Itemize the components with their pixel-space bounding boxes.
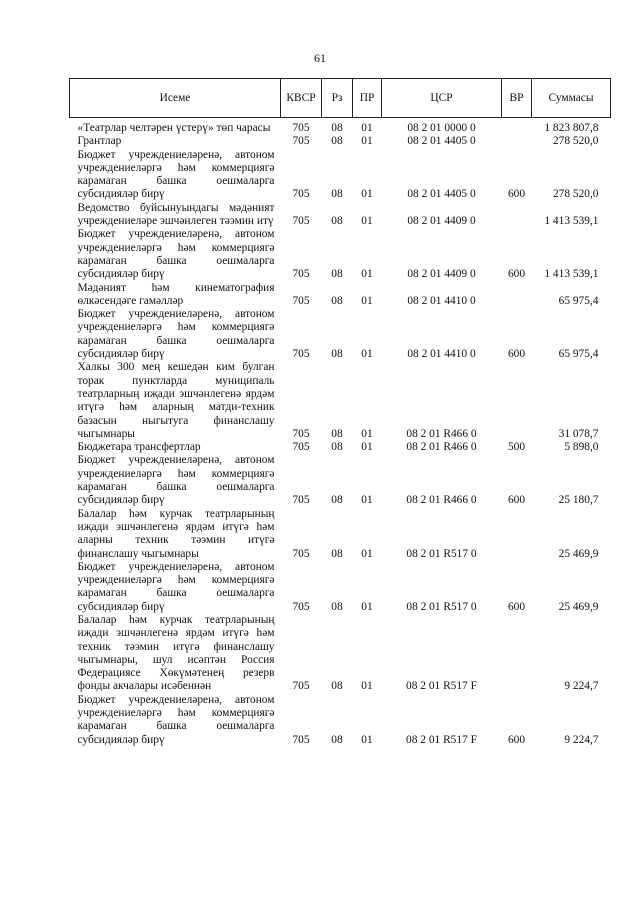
- row-kvsr: 705: [292, 188, 310, 201]
- row-rz: 08: [331, 188, 343, 201]
- row-name: Халкы 300 мең кешедән ким булган торак пунктларда муниципаль театрларның иҗади эшчәнлегенә ярдәм итүгә һәм аларның матди-техник базасын ныгытуга финанслашу чыгымнары: [77, 361, 275, 440]
- table-header-row: [70, 79, 611, 118]
- row-vr: [502, 282, 532, 309]
- row-kvsr: 705: [292, 294, 310, 307]
- row-sum: 1 413 539,1: [544, 268, 599, 281]
- row-pr: 01: [361, 600, 373, 613]
- row-sum: 9 224,7: [564, 680, 599, 693]
- row-sum: 1 413 539,1: [544, 215, 599, 228]
- row-sum: 278 520,0: [552, 188, 599, 201]
- row-name: Бюджет учреждениеләренә, автоном учреждениеләргә һәм коммерциягә карамаган башка оешмаларга субсидияләр бирү: [77, 560, 275, 613]
- header-vr: ВР: [502, 79, 532, 118]
- row-sum: 5 898,0: [564, 441, 599, 454]
- row-pr: 01: [361, 494, 373, 507]
- row-pr: 01: [361, 348, 373, 361]
- row-vr: [502, 508, 532, 561]
- row-csr: 08 2 01 R517 F: [406, 733, 477, 746]
- row-rz: 08: [331, 680, 343, 693]
- table-row: [70, 149, 611, 202]
- table-row: [70, 361, 611, 441]
- row-csr: 08 2 01 4405 0: [407, 188, 476, 201]
- row-sum: 65 975,4: [558, 348, 599, 361]
- table-row: [70, 614, 611, 694]
- header-kvsr: КВСР: [281, 79, 322, 118]
- row-rz: 08: [331, 135, 343, 148]
- row-vr: [502, 202, 532, 229]
- row-vr: 600: [507, 268, 526, 281]
- row-vr: [502, 135, 532, 148]
- row-kvsr: 705: [292, 733, 310, 746]
- row-pr: 01: [361, 215, 373, 228]
- row-sum: 278 520,0: [552, 135, 599, 148]
- table-row: [70, 282, 611, 309]
- row-rz: 08: [331, 547, 343, 560]
- row-name: Бюджет учреждениеләренә, автоном учреждениеләргә һәм коммерциягә карамаган башка оешмаларга субсидияләр бирү: [77, 148, 275, 201]
- row-name: Балалар һәм курчак театрларының иҗади эшчәнлегенә ярдәм итүгә һәм техник тәэмин итүгә финанслашу чыгымнары, шул исәптән Россия Федерациясе Хөкүмәтенең резерв фонды акчалары исәбеннән: [77, 613, 275, 693]
- row-pr: 01: [361, 733, 373, 746]
- row-sum: 31 078,7: [558, 427, 599, 440]
- row-rz: 08: [331, 348, 343, 361]
- row-csr: 08 2 01 4409 0: [407, 268, 476, 281]
- row-pr: 01: [361, 680, 373, 693]
- row-rz: 08: [331, 600, 343, 613]
- table-row: [70, 454, 611, 507]
- row-csr: 08 2 01 4405 0: [407, 135, 476, 148]
- row-name: Бюджет учреждениеләренә, автоном учреждениеләргә һәм коммерциягә карамаган башка оешмаларга субсидияләр бирү: [77, 693, 275, 746]
- row-pr: 01: [361, 547, 373, 560]
- row-name: «Театрлар челтәрен үстерү» төп чарасы: [77, 122, 271, 134]
- row-name: Бюджетара трансфертлар: [77, 441, 201, 454]
- row-kvsr: 705: [292, 268, 310, 281]
- table-body: [70, 118, 611, 747]
- table-row: [70, 308, 611, 361]
- row-name: Грантлар: [77, 135, 122, 148]
- table-row: [70, 118, 611, 136]
- row-kvsr: 705: [292, 215, 310, 228]
- row-sum: 25 469,9: [558, 547, 599, 560]
- row-kvsr: 705: [292, 441, 310, 454]
- row-csr: 08 2 01 R517 F: [406, 680, 477, 693]
- row-csr: 08 2 01 4410 0: [407, 348, 476, 361]
- row-vr: 600: [507, 348, 526, 361]
- row-csr: 08 2 01 R517 0: [406, 600, 477, 613]
- header-name: Исеме: [70, 79, 281, 118]
- row-rz: 08: [331, 122, 343, 134]
- row-vr: 600: [507, 733, 526, 746]
- table-row: [70, 694, 611, 747]
- row-pr: 01: [361, 122, 373, 134]
- row-vr: [502, 361, 532, 441]
- row-rz: 08: [331, 294, 343, 307]
- row-pr: 01: [361, 135, 373, 148]
- row-sum: 65 975,4: [558, 294, 599, 307]
- row-rz: 08: [331, 441, 343, 454]
- row-kvsr: 705: [292, 494, 310, 507]
- table-row: [70, 508, 611, 561]
- row-csr: 08 2 01 R466 0: [406, 441, 477, 454]
- row-pr: 01: [361, 441, 373, 454]
- row-vr: 500: [507, 441, 526, 454]
- row-rz: 08: [331, 215, 343, 228]
- row-name: Бюджет учреждениеләренә, автоном учреждениеләргә һәм коммерциягә карамаган башка оешмаларга субсидияләр бирү: [77, 308, 275, 361]
- header-rz: Рз: [322, 79, 353, 118]
- row-kvsr: 705: [292, 135, 310, 148]
- row-sum: 25 180,7: [558, 494, 599, 507]
- row-rz: 08: [331, 268, 343, 281]
- table-row: [70, 228, 611, 281]
- row-pr: 01: [361, 268, 373, 281]
- row-sum: 9 224,7: [564, 733, 599, 746]
- row-csr: 08 2 01 0000 0: [407, 122, 476, 134]
- row-vr: 600: [507, 600, 526, 613]
- table-row: [70, 202, 611, 229]
- row-name: Бюджет учреждениеләренә, автоном учреждениеләргә һәм коммерциягә карамаган башка оешмаларга субсидияләр бирү: [77, 454, 275, 507]
- row-pr: 01: [361, 427, 373, 440]
- row-csr: 08 2 01 R517 0: [406, 547, 477, 560]
- budget-table: [69, 78, 611, 747]
- row-name: Балалар һәм курчак театрларының иҗади эшчәнлегенә ярдәм итүгә һәм аларны техник тәэмин итүгә финанслашу чыгымнары: [77, 507, 275, 560]
- row-kvsr: 705: [292, 427, 310, 440]
- row-kvsr: 705: [292, 122, 310, 134]
- row-vr: [502, 614, 532, 694]
- page-number: 61: [314, 51, 326, 65]
- row-name: Мәдәният һәм кинематография өлкәсендәге гамәлләр: [77, 281, 275, 307]
- row-csr: 08 2 01 R466 0: [406, 494, 477, 507]
- row-csr: 08 2 01 R466 0: [406, 427, 477, 440]
- row-csr: 08 2 01 4410 0: [407, 294, 476, 307]
- row-name: Бюджет учреждениеләренә, автоном учреждениеләргә һәм коммерциягә карамаган башка оешмаларга субсидияләр бирү: [77, 228, 275, 281]
- table-row: [70, 441, 611, 454]
- row-kvsr: 705: [292, 600, 310, 613]
- row-kvsr: 705: [292, 547, 310, 560]
- header-sum: Суммасы: [532, 79, 611, 118]
- row-pr: 01: [361, 294, 373, 307]
- row-vr: 600: [507, 494, 526, 507]
- row-sum: 25 469,9: [558, 600, 599, 613]
- header-csr: ЦСР: [382, 79, 502, 118]
- row-sum: 1 823 807,8: [544, 122, 599, 134]
- row-kvsr: 705: [292, 348, 310, 361]
- row-rz: 08: [331, 427, 343, 440]
- header-pr: ПР: [353, 79, 382, 118]
- row-name: Ведомство буйсынуындагы мәдәният учреждениеләре эшчәнлеген тәэмин итү: [77, 201, 275, 228]
- row-csr: 08 2 01 4409 0: [407, 215, 476, 228]
- row-vr: 600: [507, 188, 526, 201]
- table-row: [70, 561, 611, 614]
- table-row: [70, 135, 611, 148]
- row-kvsr: 705: [292, 680, 310, 693]
- row-pr: 01: [361, 188, 373, 201]
- row-vr: [502, 118, 532, 136]
- row-rz: 08: [331, 494, 343, 507]
- row-rz: 08: [331, 733, 343, 746]
